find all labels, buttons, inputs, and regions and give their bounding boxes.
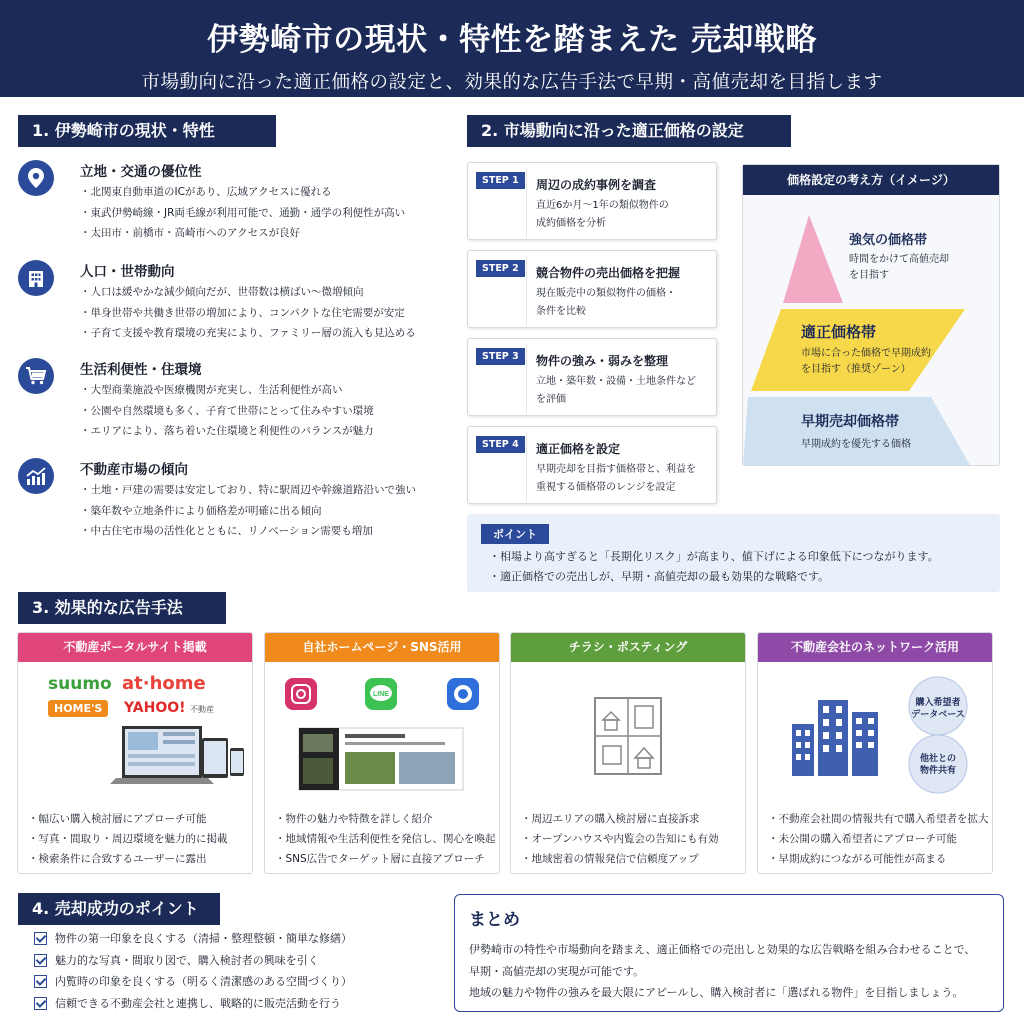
point-tag: ポイント	[481, 524, 549, 544]
location-pin-icon	[18, 160, 54, 196]
tier-desc: 市場に合った価格で早期成約	[801, 348, 931, 359]
step-desc: 条件を比較	[536, 306, 586, 317]
feature-population	[18, 260, 458, 350]
card-bullet: ・オープンハウスや内覧会の告知にも有効	[521, 833, 719, 845]
page-title: 伊勢崎市の現状・特性を踏まえた 売却戦略	[207, 22, 817, 58]
card-bullet: ・早期成約につながる可能性が高まる	[768, 853, 947, 865]
step-card	[467, 338, 717, 416]
checklist-item: 内覧時の印象を良くする（明るく清潔感のある空間づくり）	[34, 971, 352, 993]
page-subtitle: 市場動向に沿った適正価格の設定と、効果的な広告手法で早期・高値売却を目指します	[141, 72, 883, 93]
summary-line: 伊勢崎市の特性や市場動向を踏まえ、適正価格での売出しと効果的な広告戦略を組み合わせることで、	[469, 943, 976, 956]
card-bullet: ・不動産会社間の情報共有で購入希望者を拡大	[768, 813, 989, 825]
pricing-concept-box	[742, 164, 1000, 466]
point-box	[467, 514, 1000, 592]
step-title: 物件の強み・弱みを整理	[536, 354, 669, 368]
page-header	[0, 0, 1024, 97]
feature-location	[18, 160, 458, 250]
card-header: 不動産ポータルサイト掲載	[18, 633, 252, 662]
network-bubble: 他社との 物件共有	[919, 754, 956, 776]
card-bullet: ・地域情報や生活利便性を発信し、関心を喚起	[275, 833, 496, 845]
feature-bullet: ・人口は緩やかな減少傾向だが、世帯数は横ばい〜微増傾向	[80, 286, 364, 298]
suumo-logo: suumo	[48, 674, 112, 694]
feature-bullet: ・子育て支援や教育環境の充実により、ファミリー層の流入も見込める	[80, 327, 416, 339]
tier-desc: 時間をかけて高値売却	[849, 254, 949, 265]
card-bullet: ・幅広い購入検討層にアプローチ可能	[28, 813, 207, 825]
card-bullet: ・SNS広告でターゲット層に直接アプローチ	[275, 853, 485, 865]
card-bullet: ・周辺エリアの購入検討層に直接訴求	[521, 813, 700, 825]
sns-visual	[265, 662, 500, 800]
tier-desc: を目指す	[849, 270, 889, 281]
section1-title: 1. 伊勢崎市の現状・特性	[18, 115, 276, 147]
step-card	[467, 162, 717, 240]
yahoo-logo: YAHOO!	[124, 700, 186, 716]
website-screenshot	[299, 728, 463, 790]
success-checklist	[34, 928, 352, 1014]
ad-card-network	[757, 632, 993, 874]
devices-illustration	[18, 720, 253, 800]
card-bullet: ・物件の魅力や特徴を詳しく紹介	[275, 813, 433, 825]
summary-line: 早期・高値売却の実現が可能です。	[469, 964, 645, 978]
checkbox-checked-icon	[34, 954, 47, 967]
step-desc: 早期売却を目指す価格帯と、利益を	[536, 464, 696, 475]
feature-bullet: ・公園や自然環境も多く、子育て世帯にとって住みやすい環境	[80, 404, 374, 417]
step-title: 周辺の成約事例を調査	[536, 178, 657, 192]
card-bullet: ・未公開の購入希望者にアプローチ可能	[768, 833, 957, 845]
ad-card-portal	[17, 632, 253, 874]
card-header: 不動産会社のネットワーク活用	[758, 633, 992, 662]
checkbox-checked-icon	[34, 975, 47, 988]
step-label: STEP 2	[476, 260, 525, 277]
checkbox-checked-icon	[34, 932, 47, 945]
portal-visual	[18, 662, 253, 800]
card-bullet: ・写真・間取り・周辺環境を魅力的に掲載	[28, 833, 228, 845]
feature-bullet: ・大型商業施設や医療機関が充実し、生活利便性が高い	[80, 384, 343, 396]
feature-market	[18, 458, 458, 548]
checkbox-checked-icon	[34, 997, 47, 1010]
step-desc: 重視する価格帯のレンジを設定	[536, 482, 676, 493]
tier-desc: 早期成約を優先する価格	[801, 439, 911, 450]
step-title: 適正価格を設定	[536, 442, 621, 456]
card-header: チラシ・ポスティング	[511, 633, 745, 662]
chat-icon	[447, 678, 479, 710]
flyer-floorplan-icon	[511, 662, 746, 800]
card-bullet: ・検索条件に合致するユーザーに露出	[28, 853, 207, 865]
card-header: 自社ホームページ・SNS活用	[265, 633, 499, 662]
feature-title: 生活利便性・住環境	[80, 362, 202, 378]
ad-card-flyer	[510, 632, 746, 874]
feature-bullet: ・東武伊勢崎線・JR両毛線が利用可能で、通勤・通学の利便性が高い	[80, 206, 406, 219]
step-label: STEP 3	[476, 348, 525, 365]
feature-bullet: ・単身世帯や共働き世帯の増加により、コンパクトな住宅需要が安定	[80, 306, 405, 319]
line-icon	[365, 678, 397, 710]
checklist-item: 魅力的な写真・間取り図で、購入検討者の興味を引く	[34, 950, 352, 972]
feature-bullet: ・土地・戸建の需要は安定しており、特に駅周辺や幹線道路沿いで強い	[80, 484, 416, 496]
tier-title: 強気の価格帯	[849, 233, 928, 248]
section3-title: 3. 効果的な広告手法	[18, 592, 226, 624]
feature-title: 立地・交通の優位性	[80, 164, 202, 180]
step-desc: 立地・築年数・設備・土地条件など	[536, 376, 696, 387]
point-bullet: ・適正価格での売出しが、早期・高値売却の最も効果的な戦略です。	[489, 570, 830, 583]
step-card	[467, 426, 717, 504]
step-desc: を評価	[536, 394, 566, 405]
point-bullet: ・相場より高すぎると「長期化リスク」が高まり、値下げによる印象低下につながります。	[489, 550, 939, 563]
instagram-icon	[285, 678, 317, 710]
feature-title: 不動産市場の傾向	[80, 462, 188, 478]
section2-title: 2. 市場動向に沿った適正価格の設定	[467, 115, 791, 147]
flyer-visual	[511, 662, 746, 800]
checklist-item: 物件の第一印象を良くする（清掃・整理整頓・簡単な修繕）	[34, 928, 352, 950]
chart-trend-icon	[18, 458, 54, 494]
step-label: STEP 1	[476, 172, 525, 189]
buildings-illustration	[758, 662, 993, 800]
feature-bullet: ・築年数や立地条件により価格差が明確に出る傾向	[80, 504, 322, 517]
feature-bullet: ・太田市・前橋市・高崎市へのアクセスが良好	[80, 227, 301, 239]
ad-card-sns	[264, 632, 500, 874]
step-label: STEP 4	[476, 436, 525, 453]
pyramid-tier-high	[783, 215, 843, 303]
network-bubble: 購入希望者 データベース	[911, 698, 965, 720]
summary-title: まとめ	[469, 910, 520, 930]
feature-bullet: ・中古住宅市場の活性化とともに、リノベーション需要も増加	[80, 525, 373, 537]
yahoo-sub-label: 不動産	[190, 705, 214, 714]
tier-title: 早期売却価格帯	[801, 414, 899, 430]
feature-bullet: ・エリアにより、落ち着いた住環境と利便性のバランスが魅力	[80, 425, 374, 437]
feature-bullet: ・北関東自動車道のICがあり、広域アクセスに優れる	[80, 186, 332, 198]
section4-title: 4. 売却成功のポイント	[18, 893, 220, 925]
step-desc: 現在販売中の類似物件の価格・	[536, 288, 676, 299]
step-desc: 直近6か月〜1年の類似物件の	[536, 200, 669, 211]
athome-logo: at·home	[122, 673, 206, 694]
card-bullet: ・地域密着の情報発信で信頼度アップ	[521, 853, 699, 865]
summary-line: 地域の魅力や物件の強みを最大限にアピールし、購入検討者に「選ばれる物件」を目指しましょう。	[469, 986, 964, 999]
checklist-item: 信頼できる不動産会社と連携し、戦略的に販売活動を行う	[34, 993, 352, 1015]
svg-text:LINE: LINE	[373, 691, 389, 698]
network-visual	[758, 662, 993, 800]
homes-logo: HOME'S	[48, 700, 108, 717]
pricing-header: 価格設定の考え方（イメージ）	[743, 165, 999, 195]
tier-desc: を目指す（推奨ゾーン）	[801, 364, 911, 375]
summary-box	[454, 894, 1004, 1012]
step-title: 競合物件の売出価格を把握	[536, 266, 681, 280]
building-icon	[18, 260, 54, 296]
tier-title: 適正価格帯	[801, 323, 877, 341]
step-desc: 成約価格を分析	[536, 218, 606, 229]
feature-convenience	[18, 358, 458, 448]
feature-title: 人口・世帯動向	[80, 264, 175, 280]
shopping-cart-icon	[18, 358, 54, 394]
step-card	[467, 250, 717, 328]
